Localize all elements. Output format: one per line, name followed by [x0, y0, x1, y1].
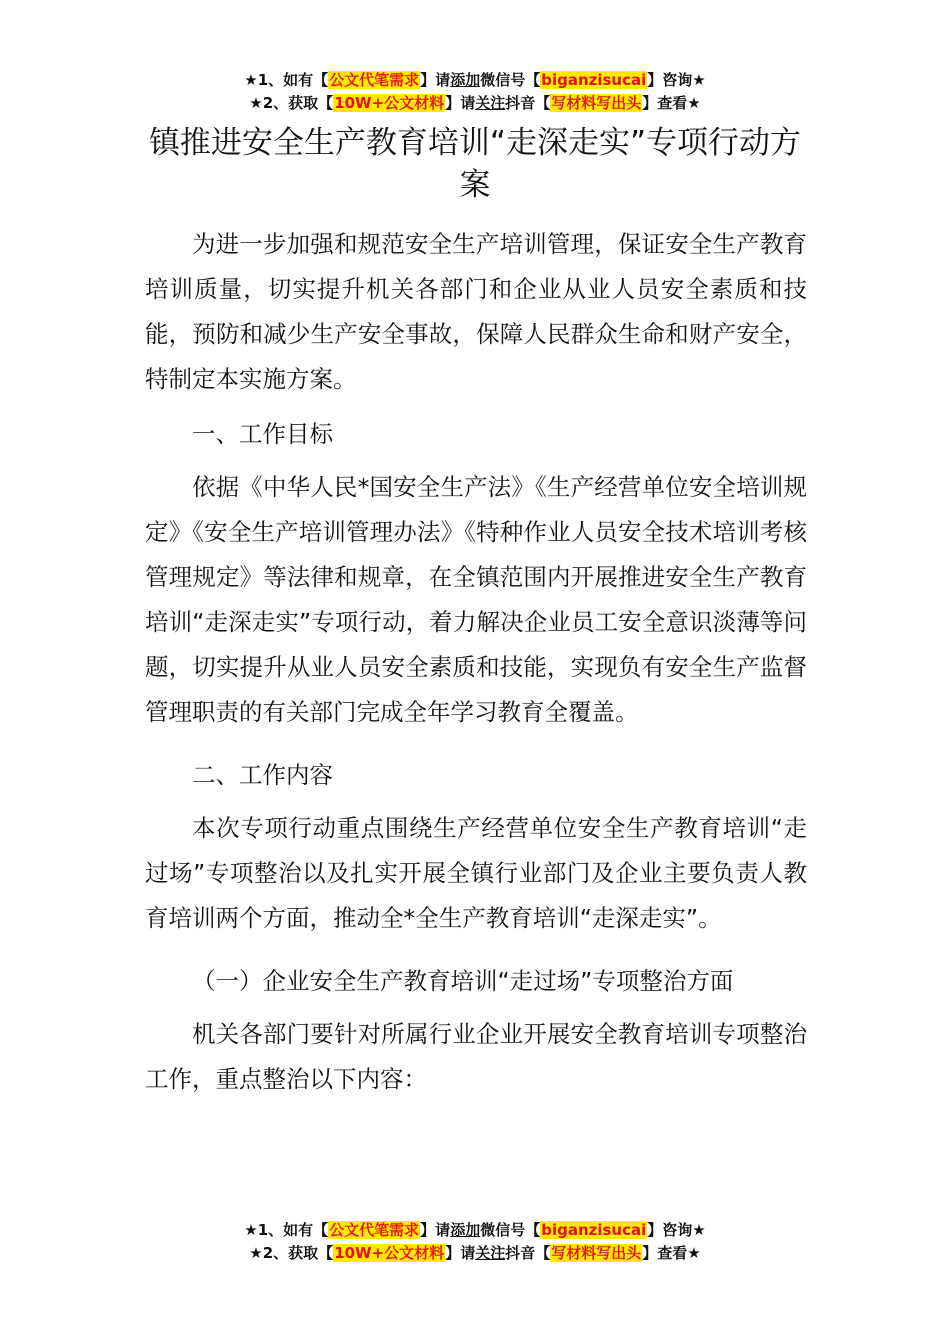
promo-text: ★2、获取【 — [249, 94, 334, 112]
promo-text: 】咨询★ — [647, 1221, 706, 1239]
douyin-id: 写材料写出头 — [551, 1244, 642, 1262]
douyin-id: 写材料写出头 — [551, 94, 642, 112]
promo-text: 微信号【 — [480, 71, 541, 89]
promo-emphasis: 添加 — [450, 71, 481, 89]
subsection-heading-1: （一）企业安全生产教育培训“走过场”专项整治方面 — [192, 967, 734, 995]
promo-emphasis: 关注 — [475, 1244, 506, 1262]
promo-highlight: 公文代笔需求 — [329, 1221, 420, 1239]
promo-text: 】请 — [445, 1244, 476, 1262]
goals-paragraph: 依据《中华人民*国安全生产法》《生产经营单位安全培训规定》《安全生产培训管理办法》《特种作业人员安全技术培训考核管理规定》等法律和规章，在全镇范围内开展推进安全生产教育培训“走深走实”专项行动，着力解决企业员工安全意识淡薄等问题，切实提升从业人员安全素质和技能，实现负有安全生产监督管理职责的有关部门完成全年学习教育全覆盖。 — [145, 473, 807, 726]
promo-highlight: 10W+公文材料 — [334, 1244, 445, 1262]
document-title: 镇推进安全生产教育培训“走深走实”专项行动方案 — [148, 125, 802, 203]
document-body — [145, 222, 807, 1102]
promo-emphasis: 关注 — [475, 94, 506, 112]
promo-line-1 — [0, 69, 950, 92]
promo-text: 】请 — [420, 71, 451, 89]
promo-text: 微信号【 — [480, 1221, 541, 1239]
promo-text: 抖音【 — [505, 1244, 551, 1262]
promo-highlight: 10W+公文材料 — [334, 94, 445, 112]
section-heading-content: 二、工作内容 — [192, 761, 333, 789]
content-paragraph: 本次专项行动重点围绕生产经营单位安全生产教育培训“走过场”专项整治以及扎实开展全镇行业部门及企业主要负责人教育培训两个方面，推动全*全生产教育培训“走深走实”。 — [145, 814, 807, 932]
promo-banner-bottom — [0, 1219, 950, 1265]
intro-paragraph: 为进一步加强和规范安全生产培训管理，保证安全生产教育培训质量，切实提升机关各部门和企业从业人员安全素质和技能，预防和减少生产安全事故，保障人民群众生命和财产安全，特制定本实施方案。 — [145, 230, 807, 393]
promo-text: 抖音【 — [505, 94, 551, 112]
promo-text: ★1、如有【 — [244, 71, 329, 89]
promo-text: 】请 — [445, 94, 476, 112]
promo-line-2 — [0, 92, 950, 115]
promo-text: 】查看★ — [642, 1244, 701, 1262]
section-heading-goals: 一、工作目标 — [192, 420, 333, 448]
promo-emphasis: 添加 — [450, 1221, 481, 1239]
promo-highlight: 公文代笔需求 — [329, 71, 420, 89]
promo-line-1 — [0, 1219, 950, 1242]
promo-line-2 — [0, 1242, 950, 1265]
wechat-id: biganzisucai — [541, 71, 647, 89]
wechat-id: biganzisucai — [541, 1221, 647, 1239]
promo-banner-top — [0, 69, 950, 115]
promo-text: 】咨询★ — [647, 71, 706, 89]
subsection-paragraph: 机关各部门要针对所属行业企业开展安全教育培训专项整治工作，重点整治以下内容： — [145, 1020, 807, 1093]
promo-text: ★1、如有【 — [244, 1221, 329, 1239]
promo-text: 】查看★ — [642, 94, 701, 112]
promo-text: ★2、获取【 — [249, 1244, 334, 1262]
promo-text: 】请 — [420, 1221, 451, 1239]
